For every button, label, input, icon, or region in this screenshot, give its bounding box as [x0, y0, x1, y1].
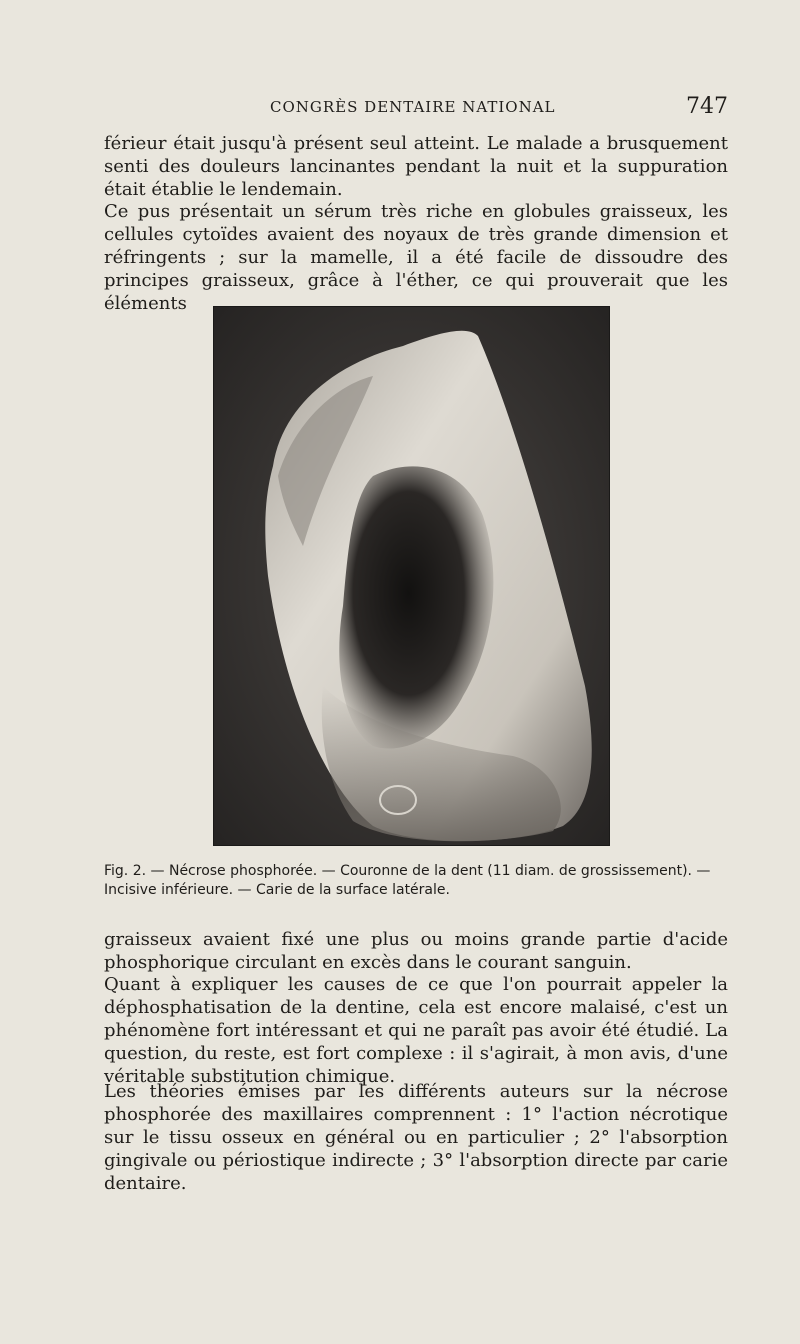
paragraph-1: férieur était jusqu'à présent seul atteint. Le malade a brusquement senti des douleurs lancinantes pendant la nuit et la suppuration était établie le lendemain. — [104, 133, 728, 200]
page-header — [104, 96, 728, 122]
paragraph-2: Ce pus présentait un sérum très riche en globules graisseux, les cellules cytoïdes avaient des noyaux de très grande dimension et réfringents ; sur la mamelle, il a été facile de dissoudre des principes graisseux, grâce à l'éther, ce qui prouverait que les éléments — [104, 201, 728, 314]
paragraph-5: Les théories émises par les différents auteurs sur la nécrose phosphorée des maxillaires comprennent : 1° l'action nécrotique sur le tissu osseux en général ou en particulier ; 2° l'absorption gingivale ou périostique indirecte ; 3° l'absorption directe par carie dentaire. — [104, 1081, 728, 1194]
tooth-crown-image — [213, 306, 610, 846]
tooth-crown-photograph — [213, 306, 610, 846]
paragraph-4: Quant à expliquer les causes de ce que l'on pourrait appeler la déphosphatisation de la dentine, cela est encore malaisé, c'est un phénomène fort intéressant et qui ne paraît pas avoir été étudié. La question, du reste, est fort complexe : il s'agirait, à mon avis, d'une véritable substitution chimique. — [104, 974, 728, 1087]
paragraph-3: graisseux avaient fixé une plus ou moins grande partie d'acide phosphorique circulant en excès dans le courant sanguin. — [104, 929, 728, 973]
page-number: 747 — [686, 94, 728, 119]
running-title: CONGRÈS DENTAIRE NATIONAL — [270, 98, 556, 116]
figure-caption: Fig. 2. — Nécrose phosphorée. — Couronne de la dent (11 diam. de grossissement). — Incisive inférieure. — Carie de la surface latérale. — [104, 863, 711, 898]
